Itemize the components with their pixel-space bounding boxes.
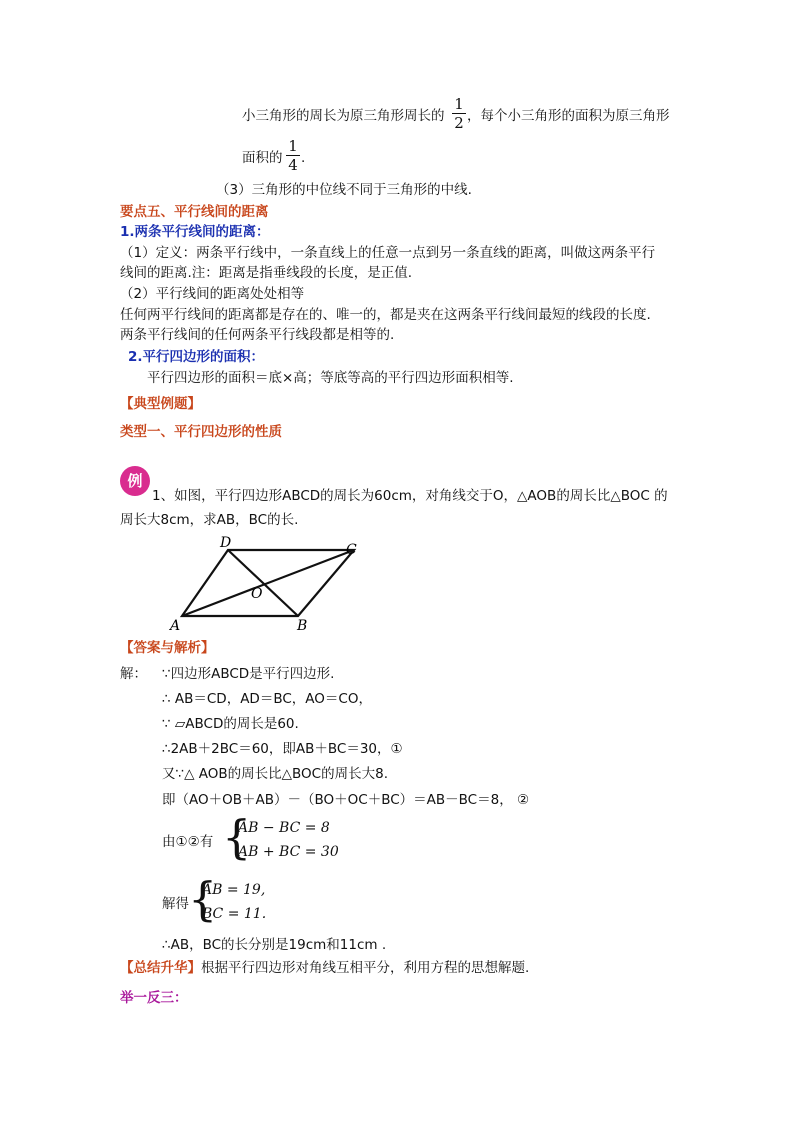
fraction-one-half (452, 96, 466, 131)
fraction-denominator: 4 (288, 156, 298, 174)
fraction-numerator: 1 (454, 95, 464, 113)
example-badge: 例 (120, 466, 150, 496)
system-2-equation-1: AB = 19, (202, 882, 266, 898)
question-line-1: 1、如图，平行四边形ABCD的周长为60cm，对角线交于O，△AOB的周长比△BOC 的 (152, 488, 668, 504)
system-1-equation-1: AB − BC = 8 (238, 820, 330, 836)
system-2-prefix: 解得 (162, 896, 189, 912)
answer-heading: 【答案与解析】 (120, 640, 215, 656)
intro-note-3: （3）三角形的中位线不同于三角形的中线. (216, 182, 472, 198)
center-label-o: O (251, 586, 263, 602)
summary-tag: 【总结升华】 (120, 960, 201, 976)
property-line-1: 任何两平行线间的距离都是存在的、唯一的，都是夹在这两条平行线间最短的线段的长度. (120, 307, 651, 323)
solution-line: ∵四边形ABCD是平行四边形. (162, 666, 335, 682)
property-line-2: 两条平行线间的任何两条平行线段都是相等的. (120, 327, 395, 343)
property-title: （2）平行线间的距离处处相等 (120, 286, 305, 302)
intro-line-1-pre: 小三角形的周长为原三角形周长的 (242, 108, 445, 124)
solution-line: ∵ ▱ABCD的周长是60. (162, 716, 299, 732)
subsection-title-area: 2.平行四边形的面积： (128, 349, 265, 365)
solution-line: 即（AO＋OB＋AB）－（BO＋OC＋BC）＝AB－BC＝8， ② (162, 792, 530, 808)
solution-line: ∴ AB＝CD，AD＝BC，AO＝CO， (162, 691, 372, 707)
system-2-equation-2: BC = 11. (202, 906, 267, 922)
fraction-numerator: 1 (288, 137, 298, 155)
conclusion: ∴AB，BC的长分别是19cm和11cm . (162, 937, 387, 953)
fraction-denominator: 2 (454, 114, 464, 132)
practice-heading: 举一反三： (120, 990, 188, 1006)
question-line-2: 周长大8cm，求AB，BC的长. (120, 512, 299, 528)
example-type-title: 类型一、平行四边形的性质 (120, 424, 282, 440)
vertex-label-b: B (297, 618, 308, 634)
definition-line-1: （1）定义：两条平行线中，一条直线上的任意一点到另一条直线的距离，叫做这两条平行 (120, 245, 656, 261)
intro-line-2-post: . (301, 150, 306, 166)
vertex-label-a: A (170, 618, 181, 634)
system-1-prefix: 由①②有 (162, 834, 214, 850)
area-formula: 平行四边形的面积＝底×高；等底等高的平行四边形面积相等. (147, 370, 514, 386)
parallelogram-figure (164, 534, 370, 634)
vertex-label-d: D (220, 535, 232, 551)
intro-line-1-post: ，每个小三角形的面积为原三角形 (467, 108, 670, 124)
system-1-brace: { (222, 810, 252, 864)
vertex-label-c: C (346, 542, 357, 558)
intro-line-2-pre: 面积的 (242, 150, 283, 166)
examples-heading: 【典型例题】 (120, 396, 201, 412)
subsection-title-distance: 1.两条平行线间的距离： (120, 224, 270, 240)
system-1-equation-2: AB + BC = 30 (238, 844, 339, 860)
summary-line (120, 958, 529, 978)
section-heading: 要点五、平行线间的距离 (120, 204, 269, 220)
solution-line: ∴2AB＋2BC＝60，即AB＋BC＝30，① (162, 741, 403, 757)
fraction-one-quarter (286, 138, 300, 173)
summary-text: 根据平行四边形对角线互相平分，利用方程的思想解题. (201, 960, 530, 976)
diagonal-ac (182, 550, 354, 616)
diagonal-bd (228, 550, 298, 616)
definition-line-2: 线间的距离.注：距离是指垂线段的长度，是正值. (120, 265, 413, 281)
solution-lead: 解： (120, 666, 147, 682)
system-2-brace: { (188, 872, 218, 926)
solution-line: 又∵△ AOB的周长比△BOC的周长大8. (162, 766, 388, 782)
